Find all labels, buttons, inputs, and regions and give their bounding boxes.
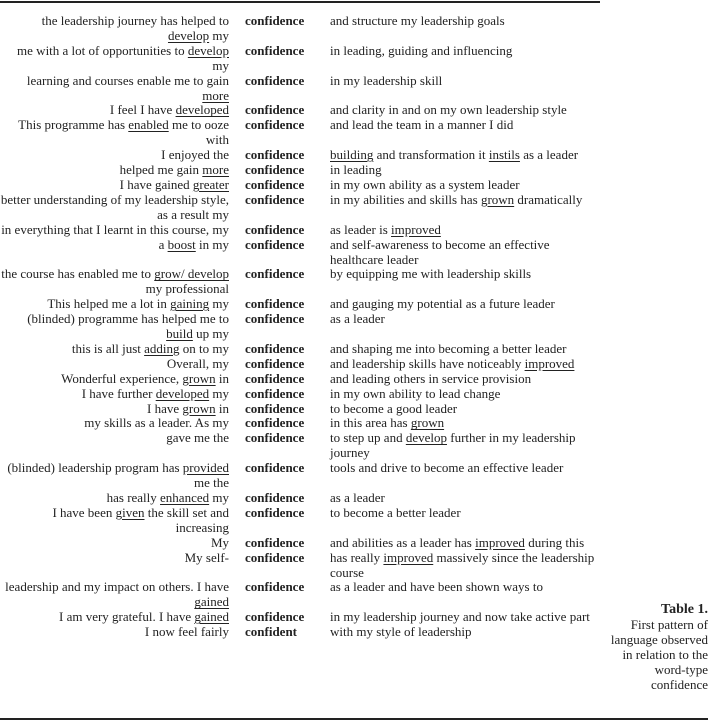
table-row: [0, 223, 600, 238]
left-context: [0, 551, 229, 581]
left-context: [0, 610, 229, 625]
table-row: [0, 342, 600, 357]
left-context: [0, 402, 229, 417]
right-context: [330, 372, 600, 387]
context-text: on to my: [179, 340, 229, 356]
context-text: has really: [330, 549, 384, 565]
underlined-word: developed: [155, 385, 210, 401]
underlined-word: boost: [167, 236, 196, 252]
table-row: [0, 580, 600, 610]
table-row: [0, 297, 600, 312]
table-row: [0, 387, 600, 402]
right-context: [330, 74, 600, 104]
right-context: [330, 416, 600, 431]
context-text: in my abilities and skills has: [330, 191, 481, 207]
left-context: [0, 297, 229, 312]
underlined-word: enabled: [128, 117, 169, 133]
left-context: [0, 461, 229, 491]
table-top-rule: [0, 1, 600, 3]
context-text: a: [158, 236, 168, 252]
context-text: I have: [147, 400, 183, 416]
left-context: [0, 416, 229, 431]
left-context: [0, 536, 229, 551]
context-text: in everything that I learnt in this course, my: [1, 221, 229, 237]
table-row: [0, 431, 600, 461]
right-context: [330, 267, 600, 297]
left-context: [0, 193, 229, 223]
left-context: [0, 14, 229, 44]
keyword: confidence: [245, 296, 305, 312]
context-text: as a leader: [330, 490, 385, 505]
keyword: confidence: [245, 355, 305, 371]
keyword: confidence: [245, 579, 305, 595]
table-row: [0, 402, 600, 417]
left-context: [0, 148, 229, 163]
left-context: [0, 163, 229, 178]
table-row: [0, 118, 600, 148]
keyword: confidence: [245, 117, 305, 133]
context-text: me to ooze with: [168, 117, 229, 148]
context-text: massively since the leadership course: [330, 549, 595, 580]
context-text: to become a better leader: [330, 504, 461, 520]
keyword: confidence: [245, 415, 305, 431]
underlined-word: greater: [192, 176, 229, 192]
left-context: [0, 372, 229, 387]
right-context: [330, 461, 600, 491]
context-text: better understanding of my leadership style, as a result my: [0, 191, 229, 222]
right-context: [330, 312, 600, 342]
context-text: in leading, guiding and influencing: [330, 42, 513, 58]
underlined-word: gaining: [170, 296, 210, 312]
keyword: confidence: [245, 534, 305, 550]
context-text: this is all just: [71, 340, 145, 356]
context-text: and abilities as a leader has: [330, 534, 476, 550]
left-context: [0, 178, 229, 193]
keyword: confidence: [245, 102, 305, 118]
left-context: [0, 580, 229, 610]
context-text: to become a good leader: [330, 400, 458, 416]
right-context: [330, 163, 600, 178]
right-context: [330, 118, 600, 148]
table-row: [0, 506, 600, 536]
table-row: [0, 44, 600, 74]
left-context: [0, 118, 229, 148]
keyword: confidence: [245, 162, 305, 178]
concordance-table: [0, 14, 600, 640]
context-text: in leading: [330, 162, 382, 178]
underlined-word: grown: [410, 415, 445, 431]
table-row: [0, 536, 600, 551]
table-row: [0, 103, 600, 118]
context-text: up my: [192, 326, 229, 342]
caption-title: Table 1.: [661, 602, 708, 617]
underlined-word: grown: [480, 191, 515, 207]
keyword: confidence: [245, 311, 305, 327]
context-text: My: [210, 534, 229, 550]
context-text: in my: [195, 236, 229, 252]
context-text: learning and courses enable me to gain: [26, 72, 229, 88]
right-context: [330, 625, 600, 640]
table-row: [0, 551, 600, 581]
right-context: [330, 44, 600, 74]
table-row: [0, 625, 600, 640]
table-row: [0, 357, 600, 372]
keyword: confidence: [245, 370, 305, 386]
context-text: the skill set and increasing: [144, 504, 229, 535]
right-context: [330, 610, 600, 625]
underlined-word: improved: [524, 355, 575, 371]
context-text: the leadership journey has helped to: [41, 13, 229, 28]
context-text: and transformation it: [373, 147, 489, 163]
context-text: gave me the: [166, 430, 229, 446]
context-text: the course has enabled me to: [1, 266, 155, 282]
table-row: [0, 14, 600, 44]
left-context: [0, 357, 229, 372]
keyword: confidence: [245, 430, 305, 446]
table-row: [0, 312, 600, 342]
underlined-word: improved: [475, 534, 525, 550]
table-caption: [598, 603, 708, 692]
table-row: [0, 267, 600, 297]
table-bottom-rule: [0, 718, 708, 720]
context-text: tools and drive to become an effective leader: [330, 460, 564, 476]
context-text: in my own ability as a system leader: [330, 176, 520, 192]
context-text: dramatically: [514, 191, 583, 207]
context-text: and clarity in and on my own leadership style: [330, 102, 567, 118]
context-text: my: [209, 385, 229, 401]
underlined-word: grown: [182, 400, 216, 416]
keyword: confidence: [245, 236, 305, 252]
context-text: I have further: [81, 385, 156, 401]
right-context: [330, 491, 600, 506]
context-text: in: [215, 400, 229, 416]
right-context: [330, 14, 600, 44]
context-text: and lead the team in a manner I did: [330, 117, 514, 133]
left-context: [0, 223, 229, 238]
underlined-word: developed: [175, 102, 229, 118]
context-text: in this area has: [330, 415, 411, 431]
left-context: [0, 387, 229, 402]
right-context: [330, 357, 600, 372]
left-context: [0, 44, 229, 74]
underlined-word: enhanced: [160, 490, 210, 505]
keyword: confidence: [245, 13, 305, 28]
keyword: confidence: [245, 42, 305, 58]
right-context: [330, 342, 600, 357]
keyword: confidence: [245, 609, 305, 625]
underlined-word: improved: [391, 221, 441, 237]
left-context: [0, 506, 229, 536]
right-context: [330, 103, 600, 118]
context-text: I am very grateful. I have: [58, 609, 195, 625]
underlined-word: develop: [167, 27, 210, 43]
right-context: [330, 148, 600, 163]
context-text: to step up and: [330, 430, 406, 446]
left-context: [0, 74, 229, 104]
context-text: and shaping me into becoming a better leader: [330, 340, 567, 356]
context-text: further in my leadership journey: [330, 430, 576, 461]
right-context: [330, 536, 600, 551]
context-text: I enjoyed the: [161, 147, 229, 163]
context-text: This helped me a lot in: [47, 296, 171, 312]
table-row: [0, 148, 600, 163]
context-text: Wonderful experience,: [61, 370, 183, 386]
table-row: [0, 372, 600, 387]
context-text: in my leadership skill: [330, 72, 443, 88]
context-text: in my leadership journey and now take active part: [330, 609, 590, 625]
keyword: confidence: [245, 549, 305, 565]
context-text: I now feel fairly: [144, 624, 229, 640]
keyword: confidence: [245, 72, 305, 88]
context-text: in: [215, 370, 229, 386]
keyword: confidence: [245, 504, 305, 520]
right-context: [330, 193, 600, 223]
table-row: [0, 491, 600, 506]
underlined-word: provided: [182, 460, 229, 476]
underlined-word: building: [330, 147, 374, 163]
keyword: confidence: [245, 176, 305, 192]
underlined-word: instils: [488, 147, 520, 163]
context-text: during this: [524, 534, 585, 550]
left-context: [0, 431, 229, 461]
context-text: my professional: [145, 281, 229, 297]
right-context: [330, 551, 600, 581]
table-row: [0, 178, 600, 193]
right-context: [330, 431, 600, 461]
context-text: my: [209, 296, 229, 312]
left-context: [0, 342, 229, 357]
context-text: and leadership skills have noticeably: [330, 355, 525, 371]
context-text: my: [209, 490, 229, 505]
keyword: confidence: [245, 490, 305, 505]
left-context: [0, 238, 229, 268]
underlined-word: develop: [187, 42, 229, 58]
right-context: [330, 238, 600, 268]
context-text: my skills as a leader. As my: [84, 415, 229, 431]
context-text: as a leader: [330, 311, 385, 327]
underlined-word: adding: [144, 340, 180, 356]
underlined-word: develop: [405, 430, 447, 446]
keyword: confidence: [245, 400, 305, 416]
underlined-word: gained: [194, 594, 229, 610]
context-text: with my style of leadership: [330, 624, 472, 640]
context-text: I have gained: [119, 176, 193, 192]
context-text: as a leader and have been shown ways to: [330, 579, 543, 595]
underlined-word: build: [166, 326, 193, 342]
context-text: Overall, my: [166, 355, 229, 371]
underlined-word: grow/ develop: [154, 266, 229, 282]
underlined-word: improved: [383, 549, 434, 565]
context-text: my: [209, 27, 229, 43]
left-context: [0, 103, 229, 118]
context-text: leadership and my impact on others. I have: [5, 579, 229, 595]
keyword: confidence: [245, 340, 305, 356]
context-text: by equipping me with leadership skills: [330, 266, 532, 282]
right-context: [330, 580, 600, 610]
underlined-word: more: [202, 87, 229, 103]
table-row: [0, 238, 600, 268]
right-context: [330, 402, 600, 417]
context-text: has really: [106, 490, 161, 505]
context-text: (blinded) programme has helped me to: [27, 311, 229, 327]
caption-text: First pattern of language observed in relation to the word-type confidence: [610, 616, 708, 692]
context-text: me with a lot of opportunities to: [17, 42, 188, 58]
keyword: confidence: [245, 460, 305, 476]
table-row: [0, 74, 600, 104]
context-text: and gauging my potential as a future leader: [330, 296, 555, 312]
keyword: confidence: [245, 221, 305, 237]
context-text: and self-awareness to become an effective healthcare leader: [330, 236, 550, 267]
underlined-word: more: [202, 162, 229, 178]
table-row: [0, 416, 600, 431]
context-text: in my own ability to lead change: [330, 385, 501, 401]
context-text: and structure my leadership goals: [330, 13, 505, 28]
left-context: [0, 625, 229, 640]
context-text: My self-: [184, 549, 229, 565]
context-text: (blinded) leadership program has: [7, 460, 183, 476]
context-text: and leading others in service provision: [330, 370, 532, 386]
underlined-word: given: [115, 504, 145, 520]
underlined-word: gained: [194, 609, 229, 625]
keyword: confidence: [245, 191, 305, 207]
keyword: confidence: [245, 385, 305, 401]
context-text: as a leader: [519, 147, 579, 163]
keyword: confidence: [245, 266, 305, 282]
keyword: confident: [245, 624, 297, 640]
table-row: [0, 610, 600, 625]
table-row: [0, 461, 600, 491]
left-context: [0, 267, 229, 297]
table-row: [0, 193, 600, 223]
context-text: as leader is: [330, 221, 392, 237]
right-context: [330, 387, 600, 402]
context-text: I have been: [52, 504, 116, 520]
context-text: This programme has: [18, 117, 129, 133]
left-context: [0, 312, 229, 342]
underlined-word: grown: [182, 370, 216, 386]
right-context: [330, 223, 600, 238]
table-row: [0, 163, 600, 178]
context-text: helped me gain: [119, 162, 203, 178]
context-text: me the: [193, 475, 229, 491]
right-context: [330, 506, 600, 536]
right-context: [330, 178, 600, 193]
keyword: confidence: [245, 147, 305, 163]
context-text: my: [212, 57, 229, 73]
left-context: [0, 491, 229, 506]
context-text: I feel I have: [109, 102, 176, 118]
right-context: [330, 297, 600, 312]
